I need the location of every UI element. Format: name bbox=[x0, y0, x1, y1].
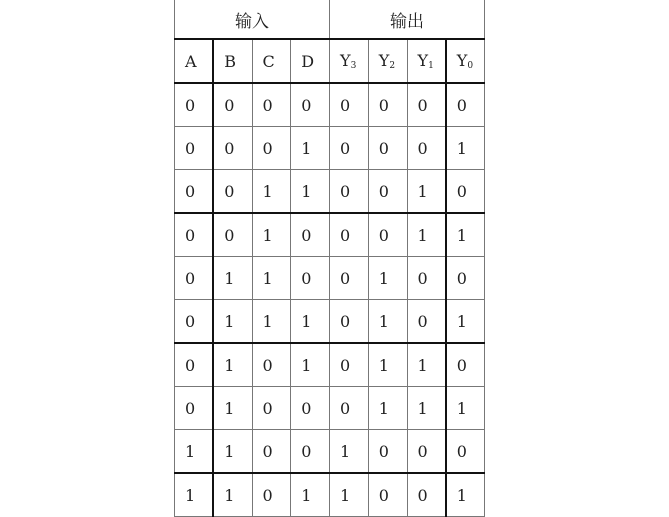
table-cell: 0 bbox=[446, 170, 485, 214]
table-cell: 1 bbox=[213, 387, 252, 430]
truth-table bbox=[174, 0, 485, 517]
table-cell: 0 bbox=[330, 83, 369, 127]
table-cell: 1 bbox=[368, 343, 407, 387]
table-cell: 0 bbox=[330, 387, 369, 430]
table-cell: 1 bbox=[291, 300, 330, 344]
table-cell: 0 bbox=[330, 127, 369, 170]
table-cell: 0 bbox=[291, 257, 330, 300]
table-cell: 0 bbox=[252, 387, 291, 430]
col-header-y0: $Y_0$ bbox=[446, 39, 485, 83]
group-header-row bbox=[175, 0, 485, 39]
table-cell: 0 bbox=[175, 257, 214, 300]
table-cell: 1 bbox=[291, 473, 330, 517]
table-cell: 0 bbox=[213, 170, 252, 214]
table-cell: 0 bbox=[368, 473, 407, 517]
table-cell: 1 bbox=[252, 213, 291, 257]
table-cell: 1 bbox=[330, 430, 369, 474]
table-cell: 1 bbox=[175, 473, 214, 517]
col-header-c: C bbox=[252, 39, 291, 83]
table-cell: 0 bbox=[407, 257, 446, 300]
table-row bbox=[175, 83, 485, 127]
table-cell: 0 bbox=[291, 83, 330, 127]
table-cell: 1 bbox=[213, 300, 252, 344]
table-cell: 1 bbox=[291, 127, 330, 170]
table-row bbox=[175, 127, 485, 170]
table-cell: 0 bbox=[446, 257, 485, 300]
table-cell: 0 bbox=[330, 170, 369, 214]
table-cell: 0 bbox=[252, 343, 291, 387]
table-cell: 1 bbox=[407, 170, 446, 214]
table-cell: 1 bbox=[291, 170, 330, 214]
table-cell: 1 bbox=[368, 387, 407, 430]
table-cell: 0 bbox=[213, 127, 252, 170]
col-header-y1: $Y_1$ bbox=[407, 39, 446, 83]
col-header-y3: $Y_3$ bbox=[330, 39, 369, 83]
table-cell: 1 bbox=[291, 343, 330, 387]
table-cell: 1 bbox=[213, 343, 252, 387]
table-cell: 0 bbox=[175, 300, 214, 344]
table-cell: 1 bbox=[252, 300, 291, 344]
table-cell: 0 bbox=[407, 127, 446, 170]
table-cell: 1 bbox=[446, 213, 485, 257]
table-cell: 1 bbox=[175, 430, 214, 474]
table-cell: 1 bbox=[407, 343, 446, 387]
table-cell: 0 bbox=[368, 213, 407, 257]
table-cell: 1 bbox=[407, 387, 446, 430]
table-cell: 0 bbox=[291, 213, 330, 257]
table-row bbox=[175, 387, 485, 430]
table-cell: 0 bbox=[213, 83, 252, 127]
table-cell: 0 bbox=[368, 170, 407, 214]
table-cell: 0 bbox=[175, 343, 214, 387]
table-cell: 0 bbox=[175, 83, 214, 127]
table-cell: 1 bbox=[252, 257, 291, 300]
group-output-header: 输出 bbox=[330, 0, 485, 39]
table-cell: 0 bbox=[330, 257, 369, 300]
table-cell: 1 bbox=[446, 127, 485, 170]
table-cell: 0 bbox=[330, 300, 369, 344]
table-row bbox=[175, 213, 485, 257]
table-cell: 0 bbox=[213, 213, 252, 257]
table-cell: 0 bbox=[252, 83, 291, 127]
table-cell: 0 bbox=[407, 430, 446, 474]
table-cell: 1 bbox=[446, 387, 485, 430]
table-cell: 1 bbox=[368, 257, 407, 300]
table-cell: 0 bbox=[368, 83, 407, 127]
col-header-b: B bbox=[213, 39, 252, 83]
table-cell: 1 bbox=[252, 170, 291, 214]
table-row bbox=[175, 300, 485, 344]
table-row bbox=[175, 343, 485, 387]
table-cell: 1 bbox=[213, 430, 252, 474]
table-cell: 1 bbox=[213, 473, 252, 517]
table-row bbox=[175, 257, 485, 300]
table-cell: 0 bbox=[330, 213, 369, 257]
table-cell: 0 bbox=[291, 387, 330, 430]
table-cell: 1 bbox=[213, 257, 252, 300]
table-row bbox=[175, 170, 485, 214]
table-cell: 0 bbox=[407, 473, 446, 517]
table-cell: 1 bbox=[407, 213, 446, 257]
table-cell: 0 bbox=[368, 127, 407, 170]
table-cell: 0 bbox=[175, 387, 214, 430]
table-cell: 1 bbox=[330, 473, 369, 517]
table-cell: 0 bbox=[446, 430, 485, 474]
table-cell: 0 bbox=[252, 473, 291, 517]
table-cell: 1 bbox=[446, 300, 485, 344]
table-cell: 0 bbox=[446, 343, 485, 387]
table-cell: 0 bbox=[407, 83, 446, 127]
column-header-row bbox=[175, 39, 485, 83]
table-cell: 0 bbox=[175, 213, 214, 257]
table-row bbox=[175, 430, 485, 474]
col-header-y2: $Y_2$ bbox=[368, 39, 407, 83]
table-cell: 0 bbox=[446, 83, 485, 127]
table-cell: 0 bbox=[175, 170, 214, 214]
table-cell: 0 bbox=[291, 430, 330, 474]
table-cell: 0 bbox=[252, 430, 291, 474]
group-input-header: 输入 bbox=[175, 0, 330, 39]
table-cell: 0 bbox=[368, 430, 407, 474]
table-cell: 0 bbox=[407, 300, 446, 344]
table-cell: 1 bbox=[368, 300, 407, 344]
col-header-d: D bbox=[291, 39, 330, 83]
col-header-a: A bbox=[175, 39, 214, 83]
table-row bbox=[175, 473, 485, 517]
table-cell: 0 bbox=[252, 127, 291, 170]
table-cell: 1 bbox=[446, 473, 485, 517]
table-cell: 0 bbox=[330, 343, 369, 387]
table-cell: 0 bbox=[175, 127, 214, 170]
